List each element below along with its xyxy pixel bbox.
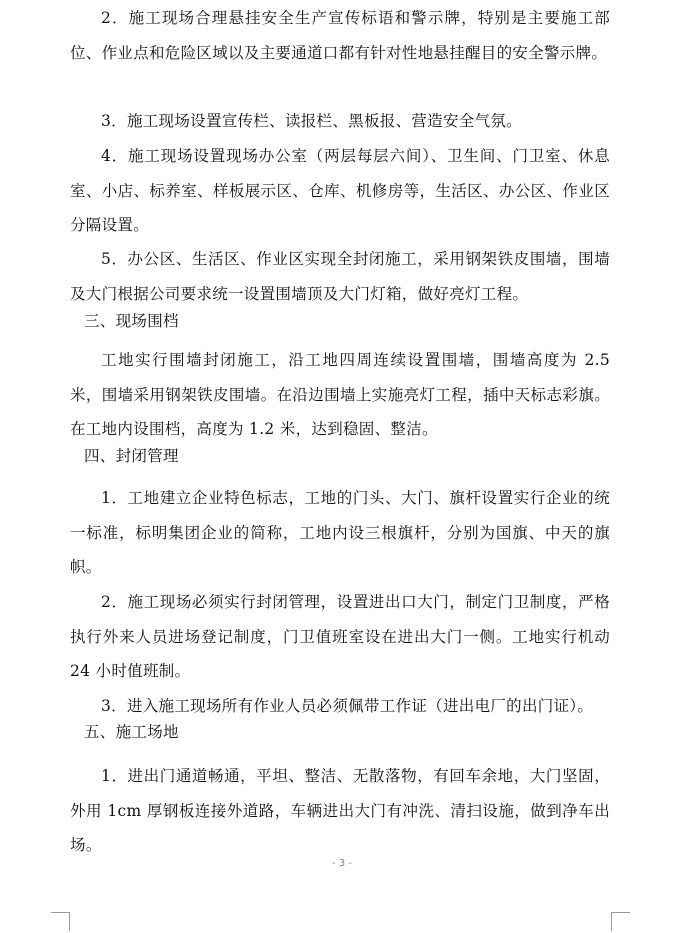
paragraph-item-3-badge: 3．进入施工现场所有作业人员必须佩带工作证（进出电厂的出门证）。	[101, 697, 594, 715]
section-heading-fence: 三、现场围档	[84, 312, 179, 330]
margin-corner-mark-left	[51, 912, 70, 931]
paragraph-item-1-identity: 1．工地建立企业特色标志，工地的门头、大门、旗杆设置实行企业的统一标准，标明集团企业的简称，工地内设三根旗杆，分别为国旗、中天的旗帜。	[70, 489, 610, 576]
section-heading-closed-management: 四、封闭管理	[84, 447, 179, 465]
paragraph-fence: 工地实行围墙封闭施工，沿工地四周连续设置围墙，围墙高度为 2.5 米，围墙采用钢架铁皮围墙。在沿边围墙上实施亮灯工程，插中天标志彩旗。在工地内设围档，高度为 1.2 米，达到稳固、整洁。	[70, 351, 610, 438]
paragraph-item-4-office: 4．施工现场设置现场办公室（两层每层六间）、卫生间、门卫室、休息室、小店、标养室、样板展示区、仓库、机修房等，生活区、办公区、作业区分隔设置。	[70, 147, 610, 234]
page-number: - 3 -	[332, 858, 352, 869]
margin-corner-mark-right	[611, 912, 630, 931]
section-heading-site: 五、施工场地	[84, 723, 179, 741]
paragraph-item-2-gate: 2．施工现场必须实行封闭管理，设置进出口大门，制定门卫制度，严格执行外来人员进场登记制度，门卫值班室设在进出大门一侧。工地实行机动 24 小时值班制。	[70, 593, 610, 680]
paragraph-item-1-access: 1．进出门通道畅通，平坦、整洁、无散落物，有回车余地，大门坚固，外用 1cm 厚钢板连接外道路，车辆进出大门有冲洗、清扫设施，做到净车出场。	[70, 767, 610, 854]
paragraph-item-3-bulletin: 3．施工现场设置宣传栏、读报栏、黑板报、营造安全气氛。	[101, 112, 522, 130]
paragraph-item-2-signage: 2．施工现场合理悬挂安全生产宣传标语和警示牌，特别是主要施工部位、作业点和危险区域以及主要通道口都有针对性地悬挂醒目的安全警示牌。	[70, 9, 610, 62]
paragraph-item-5-enclosure: 5．办公区、生活区、作业区实现全封闭施工，采用钢架铁皮围墙，围墙及大门根据公司要求统一设置围墙顶及大门灯箱，做好亮灯工程。	[70, 250, 610, 303]
